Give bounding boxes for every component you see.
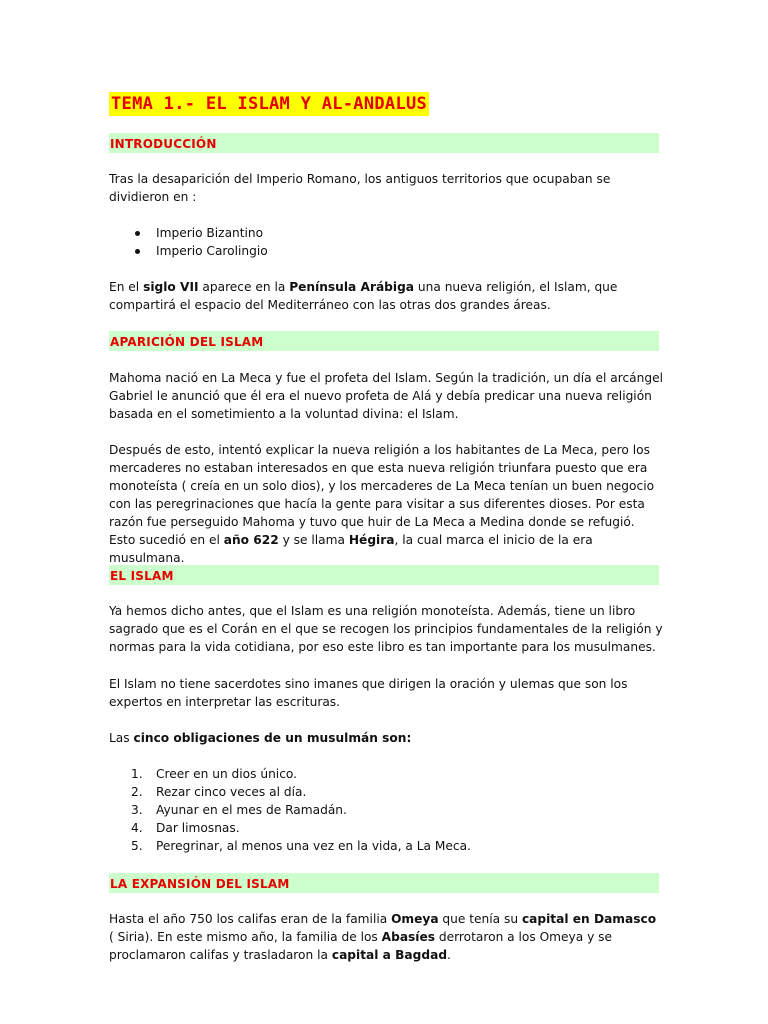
islam-paragraph-1: Ya hemos dicho antes, que el Islam es una religión monoteísta. Además, tiene un libro sagrado que es el Corán en el que se recogen los principios fundamentales de la religión y normas para la vida cotidiana, por eso este libro es tan importante para los musulmanes.: [109, 604, 663, 654]
list-item: 4. Dar limosnas.: [131, 821, 240, 835]
bullet-icon: [135, 231, 140, 236]
section-heading-introduccion: INTRODUCCIÓN: [109, 133, 659, 153]
section-heading-aparicion: APARICIÓN DEL ISLAM: [109, 331, 659, 351]
islam-paragraph-3: Las cinco obligaciones de un musulmán son:: [109, 731, 412, 745]
intro-paragraph-1: Tras la desaparición del Imperio Romano, los antiguos territorios que ocupaban se dividieron en :: [109, 172, 611, 204]
intro-paragraph-2: En el siglo VII aparece en la Península Arábiga una nueva religión, el Islam, que compartirá el espacio del Mediterráneo con las otras dos grandes áreas.: [109, 280, 618, 312]
intro-bullet-list: [109, 224, 659, 260]
islam-paragraph-2: El Islam no tiene sacerdotes sino imanes que dirigen la oración y ulemas que son los expertos en interpretar las escrituras.: [109, 677, 628, 709]
bullet-icon: [135, 249, 140, 254]
obligaciones-list: [109, 765, 659, 855]
list-item: Imperio Carolingio: [109, 242, 659, 260]
section-heading-expansion: LA EXPANSIÓN DEL ISLAM: [109, 873, 659, 893]
list-item: 1. Creer en un dios único.: [131, 767, 298, 781]
list-item: Imperio Bizantino: [109, 224, 659, 242]
list-item: 2. Rezar cinco veces al día.: [131, 785, 307, 799]
document-title: TEMA 1.- EL ISLAM Y AL-ANDALUS: [111, 94, 428, 114]
section-heading-el-islam: EL ISLAM: [109, 565, 659, 585]
list-item: 5. Peregrinar, al menos una vez en la vida, a La Meca.: [131, 839, 471, 853]
aparicion-paragraph-2: Después de esto, intentó explicar la nueva religión a los habitantes de La Meca, pero los mercaderes no estaban interesados en que esta nueva religión triunfara puesto que era monoteísta ( creía en un solo dios), y los mercaderes de La Meca tenían un buen negocio con las peregrinaciones que hacía la gente para visitar a sus diferentes dioses. Por esta razón fue perseguido Mahoma y tuvo que huir de La Meca a Medina donde se refugió. Esto sucedió en el año 622 y se llama Hégira, la cual marca el inicio de la era musulmana.: [109, 443, 655, 565]
expansion-paragraph-1: Hasta el año 750 los califas eran de la familia Omeya que tenía su capital en Damasco ( Siria). En este mismo año, la familia de los Abasíes derrotaron a los Omeya y se proclamaron califas y trasladaron la capital a Bagdad.: [109, 912, 657, 962]
list-item: 3. Ayunar en el mes de Ramadán.: [131, 803, 347, 817]
aparicion-paragraph-1: Mahoma nació en La Meca y fue el profeta del Islam. Según la tradición, un día el arcángel Gabriel le anunció que él era el nuevo profeta de Alá y debía predicar una nueva religión basada en el sometimiento a la voluntad divina: el Islam.: [109, 371, 663, 421]
